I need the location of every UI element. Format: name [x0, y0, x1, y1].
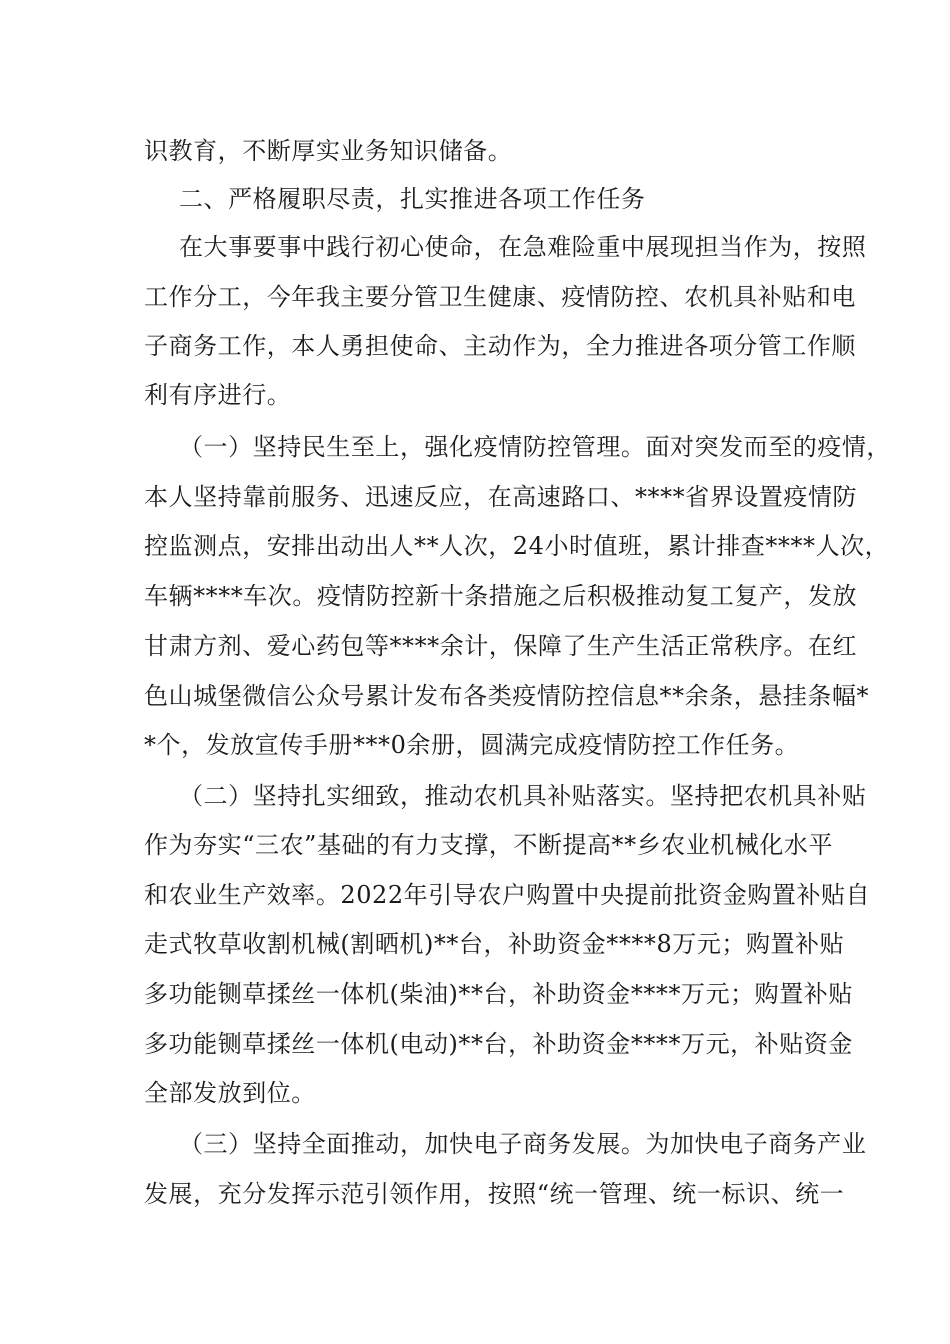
body-text-line: 识教育，不断厚实业务知识储备。	[144, 137, 513, 165]
subsection-two-first-line: （二）坚持扎实细致，推动农机具补贴落实。坚持把农机具补贴	[179, 782, 867, 810]
body-text-line: 子商务工作，本人勇担使命、主动作为，全力推进各项分管工作顺	[144, 332, 856, 360]
body-text-line: 全部发放到位。	[144, 1079, 316, 1107]
body-text-line: 控监测点，安排出动出人**人次，24小时值班，累计排查****人次，	[144, 532, 890, 560]
body-text-line: 多功能铡草揉丝一体机(柴油)**台，补助资金****万元；购置补贴	[144, 980, 853, 1008]
body-text-line: 发展，充分发挥示范引领作用，按照“统一管理、统一标识、统一	[144, 1180, 845, 1208]
body-text-line: *个，发放宣传手册***0余册，圆满完成疫情防控工作任务。	[144, 731, 800, 759]
body-text-line: 作为夯实“三农”基础的有力支撑，不断提高**乡农业机械化水平	[144, 831, 834, 859]
body-text-line: 工作分工，今年我主要分管卫生健康、疫情防控、农机具补贴和电	[144, 283, 856, 311]
body-text-line: 色山城堡微信公众号累计发布各类疫情防控信息**余条，悬挂条幅*	[144, 682, 870, 710]
section-heading: 二、严格履职尽责，扎实推进各项工作任务	[179, 185, 646, 213]
body-text-line: 车辆****车次。疫情防控新十条措施之后积极推动复工复产，发放	[144, 582, 858, 610]
body-text-line: 多功能铡草揉丝一体机(电动)**台，补助资金****万元，补贴资金	[144, 1030, 853, 1058]
body-text-line: 利有序进行。	[144, 381, 292, 409]
paragraph-first-line: 在大事要事中践行初心使命，在急难险重中展现担当作为，按照	[179, 233, 867, 261]
subsection-one-first-line: （一）坚持民生至上，强化疫情防控管理。面对突发而至的疫情，	[179, 433, 891, 461]
body-text-line: 走式牧草收割机械(割晒机)**台，补助资金****8万元；购置补贴	[144, 930, 845, 958]
body-text-line: 甘肃方剂、爱心药包等****余计，保障了生产生活正常秩序。在红	[144, 632, 858, 660]
body-text-line: 本人坚持靠前服务、迅速反应，在高速路口、****省界设置疫情防	[144, 483, 858, 511]
body-text-line: 和农业生产效率。2022年引导农户购置中央提前批资金购置补贴自	[144, 881, 871, 909]
subsection-three-first-line: （三）坚持全面推动，加快电子商务发展。为加快电子商务产业	[179, 1130, 867, 1158]
